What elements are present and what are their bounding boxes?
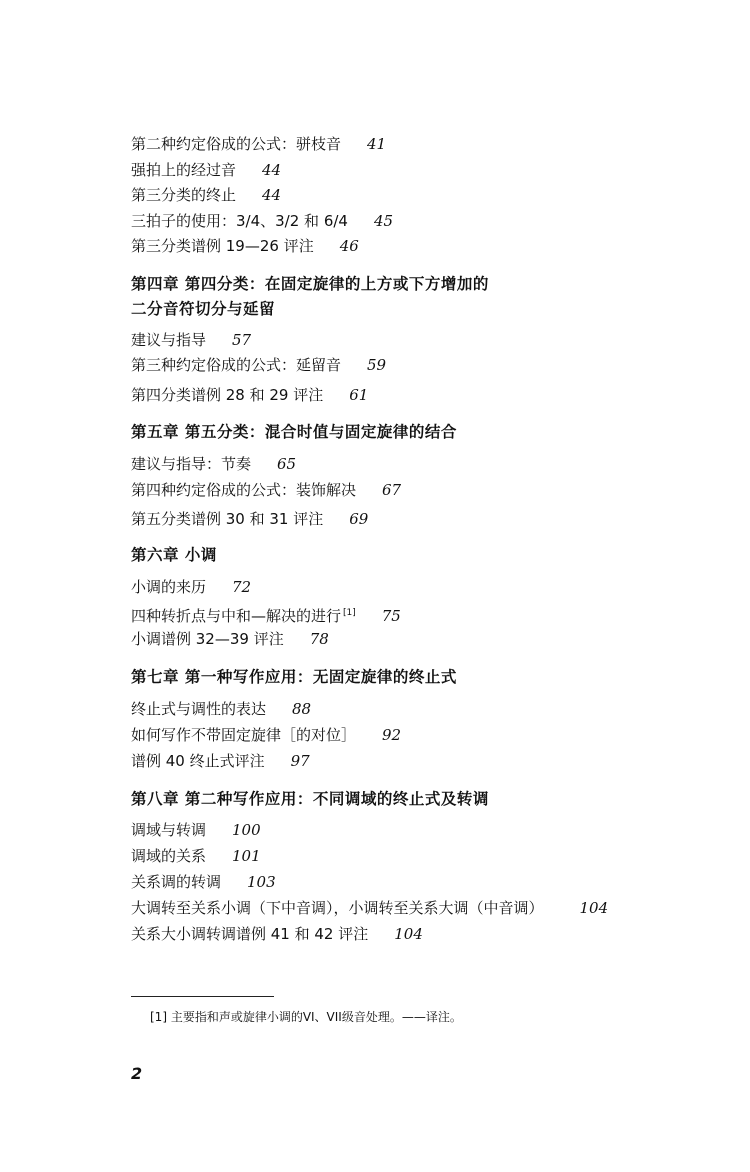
chapter-heading: 第四章 第四分类：在固定旋律的上方或下方增加的 (131, 275, 489, 293)
page-ref: 67 (382, 481, 402, 499)
footnote: [1] 主要指和声或旋律小调的VI、VII级音处理。——译注。 (150, 1010, 462, 1024)
toc-entry: 小调谱例 32—39 评注 78 (131, 630, 329, 648)
page-ref: 88 (292, 700, 312, 718)
page-ref: 44 (262, 186, 282, 204)
page-ref: 100 (232, 821, 261, 839)
page-ref: 104 (579, 899, 609, 917)
toc-entry: 终止式与调性的表达 88 (131, 700, 312, 718)
toc-entry: 四种转折点与中和—解决的进行 [1] 75 (131, 607, 401, 625)
toc-entry: 第二种约定俗成的公式：骈枝音 41 (131, 135, 387, 153)
toc-entry: 强拍上的经过音 44 (131, 161, 282, 179)
toc-entry: 调域与转调 100 (131, 821, 261, 839)
page-ref: 101 (232, 847, 261, 865)
page-ref: 97 (290, 752, 310, 770)
page-ref: 69 (349, 510, 369, 528)
toc-entry: 第三种约定俗成的公式：延留音 59 (131, 356, 387, 374)
toc-entry: 如何写作不带固定旋律［的对位］ 92 (131, 726, 402, 744)
chapter-heading: 二分音符切分与延留 (131, 300, 276, 318)
page-ref: 72 (232, 578, 252, 596)
chapter-heading: 第六章 小调 (131, 546, 217, 564)
page-ref: 44 (262, 161, 282, 179)
toc-entry: 谱例 40 终止式评注 97 (131, 752, 310, 770)
page-ref: 57 (232, 331, 252, 349)
page-ref: 41 (367, 135, 387, 153)
page-ref: 78 (309, 630, 329, 648)
toc-entry: 第五分类谱例 30 和 31 评注 69 (131, 510, 369, 528)
footnote-marker: [1] (343, 608, 356, 618)
page-ref: 65 (277, 455, 297, 473)
page-number: 2 (131, 1064, 143, 1083)
page-ref: 46 (339, 237, 359, 255)
toc-entry: 小调的来历 72 (131, 578, 252, 596)
page-ref: 103 (247, 873, 276, 891)
page-ref: 45 (373, 212, 394, 230)
toc-entry: 第三分类谱例 19—26 评注 46 (131, 237, 359, 255)
toc-entry: 第四种约定俗成的公式：装饰解决 67 (131, 481, 402, 499)
footnote-divider (131, 996, 274, 997)
toc-entry: 调域的关系 101 (131, 847, 261, 865)
page-ref: 59 (367, 356, 387, 374)
page-ref: 104 (394, 925, 423, 943)
toc-entry: 三拍子的使用：3/4、3/2 和 6/4 45 (131, 212, 394, 230)
page-ref: 92 (382, 726, 402, 744)
chapter-heading: 第八章 第二种写作应用：不同调域的终止式及转调 (131, 790, 489, 808)
toc-entry: 建议与指导：节奏 65 (131, 455, 297, 473)
chapter-heading: 第七章 第一种写作应用：无固定旋律的终止式 (131, 668, 457, 686)
toc-entry: 建议与指导 57 (131, 331, 252, 349)
chapter-heading: 第五章 第五分类：混合时值与固定旋律的结合 (131, 423, 457, 441)
toc-entry: 关系调的转调 103 (131, 873, 276, 891)
page-ref: 61 (349, 386, 369, 404)
page-ref: 75 (381, 607, 401, 625)
toc-entry: 第三分类的终止 44 (131, 186, 282, 204)
toc-entry: 第四分类谱例 28 和 29 评注 61 (131, 386, 369, 404)
toc-entry: 关系大小调转调谱例 41 和 42 评注 104 (131, 925, 423, 943)
toc-entry: 大调转至关系小调（下中音调），小调转至关系大调（中音调） 104 (131, 899, 609, 917)
